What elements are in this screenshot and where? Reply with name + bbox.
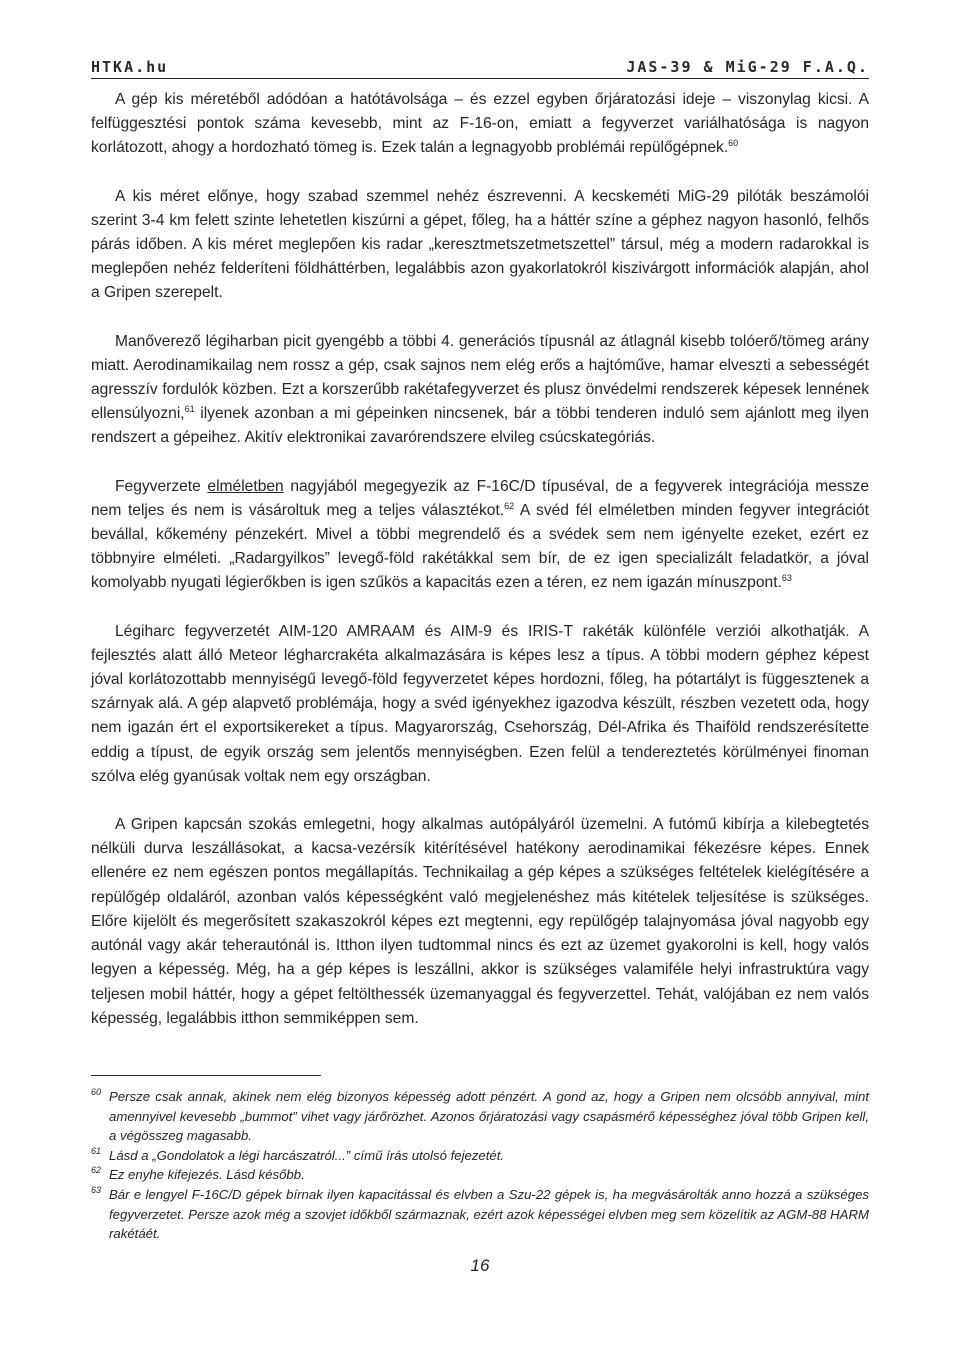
paragraph-text: A Gripen kapcsán szokás emlegetni, hogy alkalmas autópályáról üzemelni. A futómű kibírja a kilebegtetés nélküli durva leszállásokat, a kacsa-vezérsík kitérítésével hatékony aerodinamikai fékezésre képes. Ennek ellenére ez nem egészen pontos megállapítás. Technikailag a gép képes a szükséges feltételek kielégítésére a repülőgép oldaláról, azonban valós képességként való megjelenéshez más kitételek teljesítése is szükséges. Előre kijelölt és megerősített szakaszokról képes ezt megtenni, egy repülőgép talajnyomása jóval nagyobb egy autónál vagy akár teherautónál is. Itthon ilyen tudtommal nincs és ezt az üzemet gyakorolni is kell, hogy valós legyen a képesség. Még, ha a gép képes is leszállni, akkor is szükséges valamiféle helyi infrastruktúra vagy teljesen mobil háttér, hogy a gépet feltölthessék üzemanyaggal és fegyverzettel. Tehát, valójában ez nem valós képesség, legalábbis itthon semmiképpen sem. (91, 816, 869, 1027)
footnote-61 (91, 1146, 869, 1166)
footnote-divider (91, 1075, 321, 1076)
paragraph-text: ilyenek azonban a mi gépeinken nincsenek, bár a többi tenderen induló sem ajánlott meg ilyen rendszert a gépeihez. Akitív elektronikai zavarórendszere elvileg csúcskategóriás. (91, 405, 869, 447)
paragraph-text: A gép kis méretéből adódóan a hatótávolsága – és ezzel egyben őrjáratozási ideje – viszonylag kicsi. A felfüggesztési pontok száma kevesebb, mint az F-16-on, emiatt a fegyverzet variálhatósága is nagyon korlátozott, ahogy a hordozható tömeg is. Ezek talán a legnagyobb problémái repülőgépnek. (91, 91, 869, 157)
footnote-number: 60 (91, 1087, 102, 1097)
paragraph-air-combat-weapons (91, 620, 869, 789)
paragraph-text: A kis méret előnye, hogy szabad szemmel nehéz észrevenni. A kecskeméti MiG-29 pilóták beszámolói szerint 3-4 km felett szinte lehetetlen kiszúrni a gépet, főleg, ha a háttér színe a géphez nagyon hasonló, felhős párás időben. A kis méret meglepően kis radar „keresztmetszetmetszettel” társul, még a modern radarokkal is meglepően nehéz felderíteni földháttérben, legalábbis azon gyakorlatokról kiszivárgott információk alapján, ahol a Gripen szerepelt. (91, 187, 869, 302)
paragraph-text: Manőverező légiharban picit gyengébb a többi 4. generációs típusnál az átlagnál kisebb tolóerő/tömeg arány miatt. Aerodinamikailag nem rossz a gép, csak sajnos nem elég erős a hajtóműve, hamar elveszti a sebességét agresszív fordulók közben. Ezt a korszerűbb rakétafegyverzet és plusz önvédelmi rendszerek képesek lennének ellensúlyozni, (91, 332, 869, 423)
footnote-number: 61 (91, 1145, 102, 1156)
paragraph-text: A svéd fél elméletben minden fegyver integrációt bevállal, kőkemény pénzekért. Mivel a többi megrendelő és a svédek sem nem igényelte ezeket, ezért ez többnyire elméleti. „Radargyilkos” levegő-föld rakétákkal sem bír, de ez igen specializált feladatkör, a jóval komolyabb nyugati légierőkben is igen szűkös a kapacitás ezen a téren, ez nem igazán mínuszpont. (91, 501, 869, 592)
paragraph-range (91, 88, 869, 161)
header-document-title: JAS-39 & MiG-29 F.A.Q. (626, 58, 869, 76)
footnote-text: Lásd a „Gondolatok a légi harcászatról...” című írás utolsó fejezetét. (109, 1147, 505, 1163)
page-number: 16 (470, 1256, 490, 1275)
paragraph-highway-operations (91, 813, 869, 1031)
footnote-text: Bár e lengyel F-16C/D gépek bírnak ilyen kapacitással és elvben a Szu-22 gépek is, ha megvásárolták anno hozzá a szükséges fegyverzetet. Persze azok még a szovjet időkből származnak, ezért azok képességei elvben meg sem közelítik az AGM-88 HARM rakétáét. (109, 1186, 869, 1242)
running-header (91, 56, 869, 79)
footnote-63 (91, 1185, 869, 1244)
footnote-ref-61[interactable]: 61 (184, 404, 195, 415)
paragraph-maneuvering (91, 330, 869, 451)
header-site-name: HTKA.hu (91, 58, 169, 76)
footnote-number: 63 (91, 1184, 102, 1195)
paragraph-text: Légiharc fegyverzetét AIM-120 AMRAAM és AIM-9 és IRIS-T rakéták különféle verziói alkothatják. A fejlesztés alatt álló Meteor légharcrakéta alkalmazására is képes lesz a típus. A többi modern géphez képest jóval korlátozottabb mennyiségű levegő-föld fegyverzetet képes hordozni, főleg, ha pótartályt is függesztenek a szárnyak alá. A gép alapvető problémája, hogy a svéd igényekhez igazodva készült, részben vezetett oda, hogy nem igazán ért el exportsikereket a típus. Magyarország, Csehország, Dél-Afrika és Thaiföld rendszerésítette eddig a típust, de egyik ország sem jelentős mennyiségben. Ezen felül a tendereztetés körülményei finoman szólva elég gyanúsak voltak nem egy országban. (91, 622, 869, 785)
footnote-text: Ez enyhe kifejezés. Lásd később. (109, 1167, 305, 1183)
footnote-text: Persze csak annak, akinek nem elég bizonyos képesség adott pénzért. A gond az, hogy a Gripen nem olcsóbb annyival, mint amennyivel kevesebb „bummot” vihet vagy járőrözhet. Azonos őrjáratozási vagy csapásmérő képességhez jóval több Gripen kell, a végösszeg magasabb. (109, 1089, 869, 1144)
footnote-60 (91, 1087, 869, 1146)
footnotes (91, 1087, 869, 1244)
paragraph-text: Fegyverzete (115, 477, 208, 495)
paragraph-armament (91, 475, 869, 596)
underlined-word: elméletben (207, 477, 284, 495)
paragraph-size-advantage (91, 185, 869, 306)
footnote-ref-63[interactable]: 63 (781, 573, 792, 584)
footnote-ref-62[interactable]: 62 (504, 500, 515, 511)
body-text (91, 88, 869, 1031)
footnote-number: 62 (91, 1165, 102, 1176)
footnote-62 (91, 1165, 869, 1185)
paragraph-text: nagyjából megegyezik az F-16C/D típuséval, de a fegyverek integrációja messze nem teljes és nem is vásároltuk meg a teljes választékot. (91, 477, 869, 519)
footnote-ref-60[interactable]: 60 (728, 138, 739, 149)
